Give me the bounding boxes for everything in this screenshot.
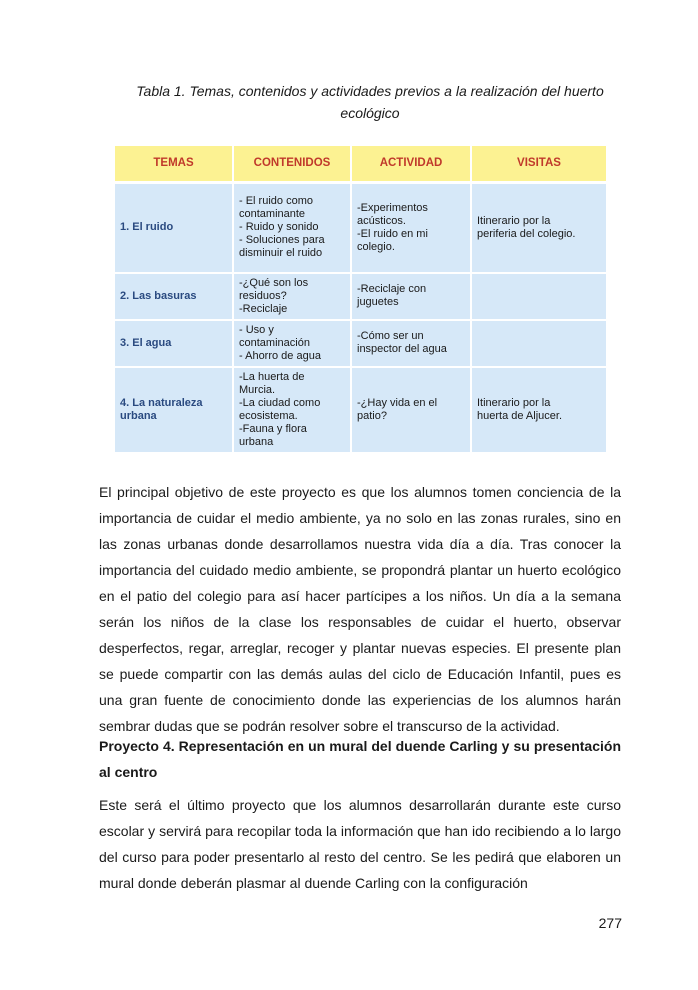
tema-cell: 3. El agua <box>114 320 233 367</box>
table-row <box>114 320 607 367</box>
caption-line-1: Tabla 1. Temas, contenidos y actividades previos a la realización del huerto <box>136 83 604 99</box>
section-heading: Proyecto 4. Representación en un mural del duende Carling y su presentación al centro <box>99 738 621 780</box>
topics-table <box>113 144 608 454</box>
tema-cell: 1. El ruido <box>114 183 233 273</box>
paragraph-text: El principal objetivo de este proyecto es que los alumnos tomen conciencia de la importancia de cuidar el medio ambiente, ya no solo en las zonas rurales, sino en las zonas urbanas donde desarrollamos nuestra vida día a día. Tras conocer la importancia del cuidado medio ambiente, se propondrá plantar un huerto ecológico en el patio del colegio para así hacer partícipes a los niños. Un día a la semana serán los niños de la clase los responsables de cuidar el huerto, observar desperfectos, regar, arreglar, recoger y plantar nuevas especies. El presente plan se puede compartir con las demás aulas del ciclo de Educación Infantil, pues es una gran fuente de conocimiento donde las experiencias de los alumnos harán sembrar dudas que se podrán resolver sobre el transcurso de la actividad. <box>99 484 621 734</box>
visitas-cell: Itinerario por la huerta de Aljucer. <box>471 367 607 453</box>
tema-cell: 4. La naturaleza urbana <box>114 367 233 453</box>
header-actividad: ACTIVIDAD <box>351 145 471 183</box>
header-visitas: VISITAS <box>471 145 607 183</box>
table-row <box>114 273 607 320</box>
actividad-cell: -Experimentos acústicos. -El ruido en mi colegio. <box>351 183 471 273</box>
page-number: 277 <box>598 915 622 931</box>
table-row <box>114 367 607 453</box>
table-caption <box>100 80 640 124</box>
contenidos-cell: -La huerta de Murcia. -La ciudad como ecosistema. -Fauna y flora urbana <box>233 367 351 453</box>
paragraph-objective <box>99 479 621 739</box>
caption-line-2: ecológico <box>340 105 400 121</box>
actividad-cell: -Cómo ser un inspector del agua <box>351 320 471 367</box>
visitas-cell: Itinerario por la periferia del colegio. <box>471 183 607 273</box>
header-contenidos: CONTENIDOS <box>233 145 351 183</box>
contenidos-cell: - El ruido como contaminante - Ruido y sonido - Soluciones para disminuir el ruido <box>233 183 351 273</box>
contenidos-cell: -¿Qué son los residuos? -Reciclaje <box>233 273 351 320</box>
actividad-cell: -Reciclaje con juguetes <box>351 273 471 320</box>
actividad-cell: -¿Hay vida en el patio? <box>351 367 471 453</box>
header-temas: TEMAS <box>114 145 233 183</box>
tema-cell: 2. Las basuras <box>114 273 233 320</box>
visitas-cell <box>471 273 607 320</box>
table-row <box>114 183 607 273</box>
paragraph-text: Este será el último proyecto que los alumnos desarrollarán durante este curso escolar y servirá para recopilar toda la información que han ido recibiendo a lo largo del curso para poder presentarlo al resto del centro. Se les pedirá que elaboren un mural donde deberán plasmar al duende Carling con la configuración <box>99 797 621 891</box>
contenidos-cell: - Uso y contaminación - Ahorro de agua <box>233 320 351 367</box>
visitas-cell <box>471 320 607 367</box>
table-header-row <box>114 145 607 183</box>
paragraph-project-4 <box>99 792 621 896</box>
